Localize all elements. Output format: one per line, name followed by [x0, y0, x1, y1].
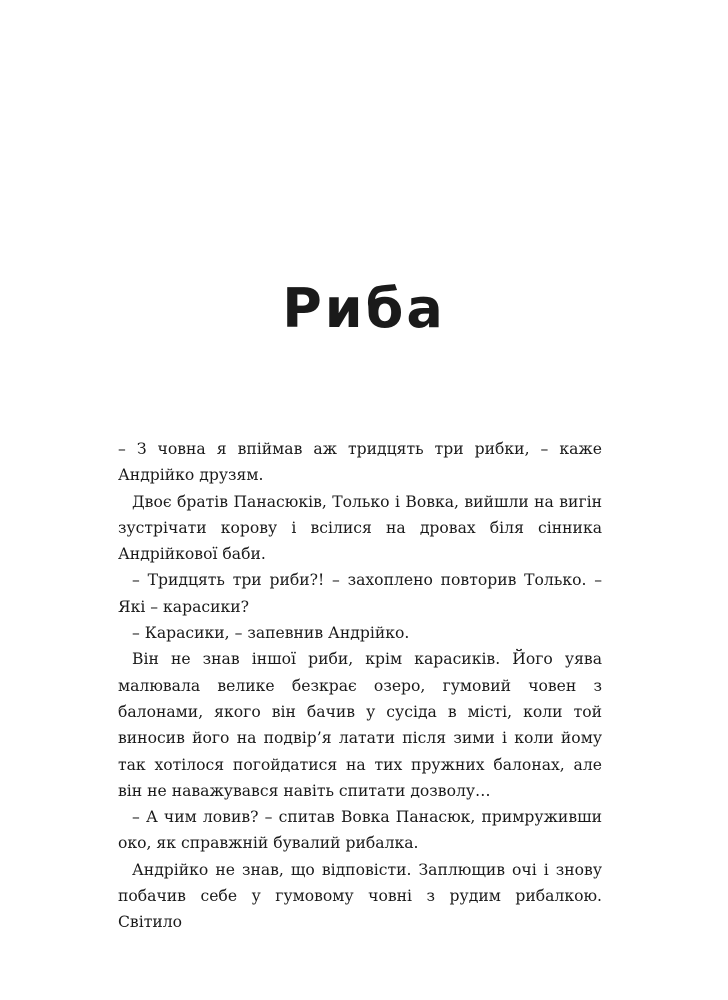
paragraph-5: Він не знав іншої риби, крім карасиків. Його уява малювала велике безкрає озеро, гумовий човен з балонами, якого він бачив у сусіда в місті, коли той виносив його на подвір’я латати після зими і коли йому так хотілося погойдатися на тих пружних балонах, але він не наважувався навіть спитати дозволу…: [118, 650, 602, 800]
paragraph-3: – Тридцять три риби?! – захоплено повторив Только. – Які – карасики?: [118, 571, 602, 616]
paragraph-6: – А чим ловив? – спитав Вовка Панасюк, примруживши око, як справжній бувалий рибалка.: [118, 808, 602, 853]
paragraph-7: Андрійко не знав, що відповісти. Заплющив очі і знову побачив себе у гумовому човні з рудим рибалкою. Світило: [118, 860, 602, 932]
paragraph-4: – Карасики, – запевнив Андрійко.: [132, 624, 410, 643]
chapter-body: [118, 436, 602, 936]
paragraph-1: – З човна я впіймав аж тридцять три рибки, – каже Андрійко друзям.: [118, 440, 602, 485]
chapter-title: Риба: [282, 277, 446, 340]
paragraph-2: Двоє братів Панасюків, Только і Вовка, вийшли на вигін зустрічати корову і всілися на дровах біля сінника Андрійкової баби.: [118, 492, 602, 564]
